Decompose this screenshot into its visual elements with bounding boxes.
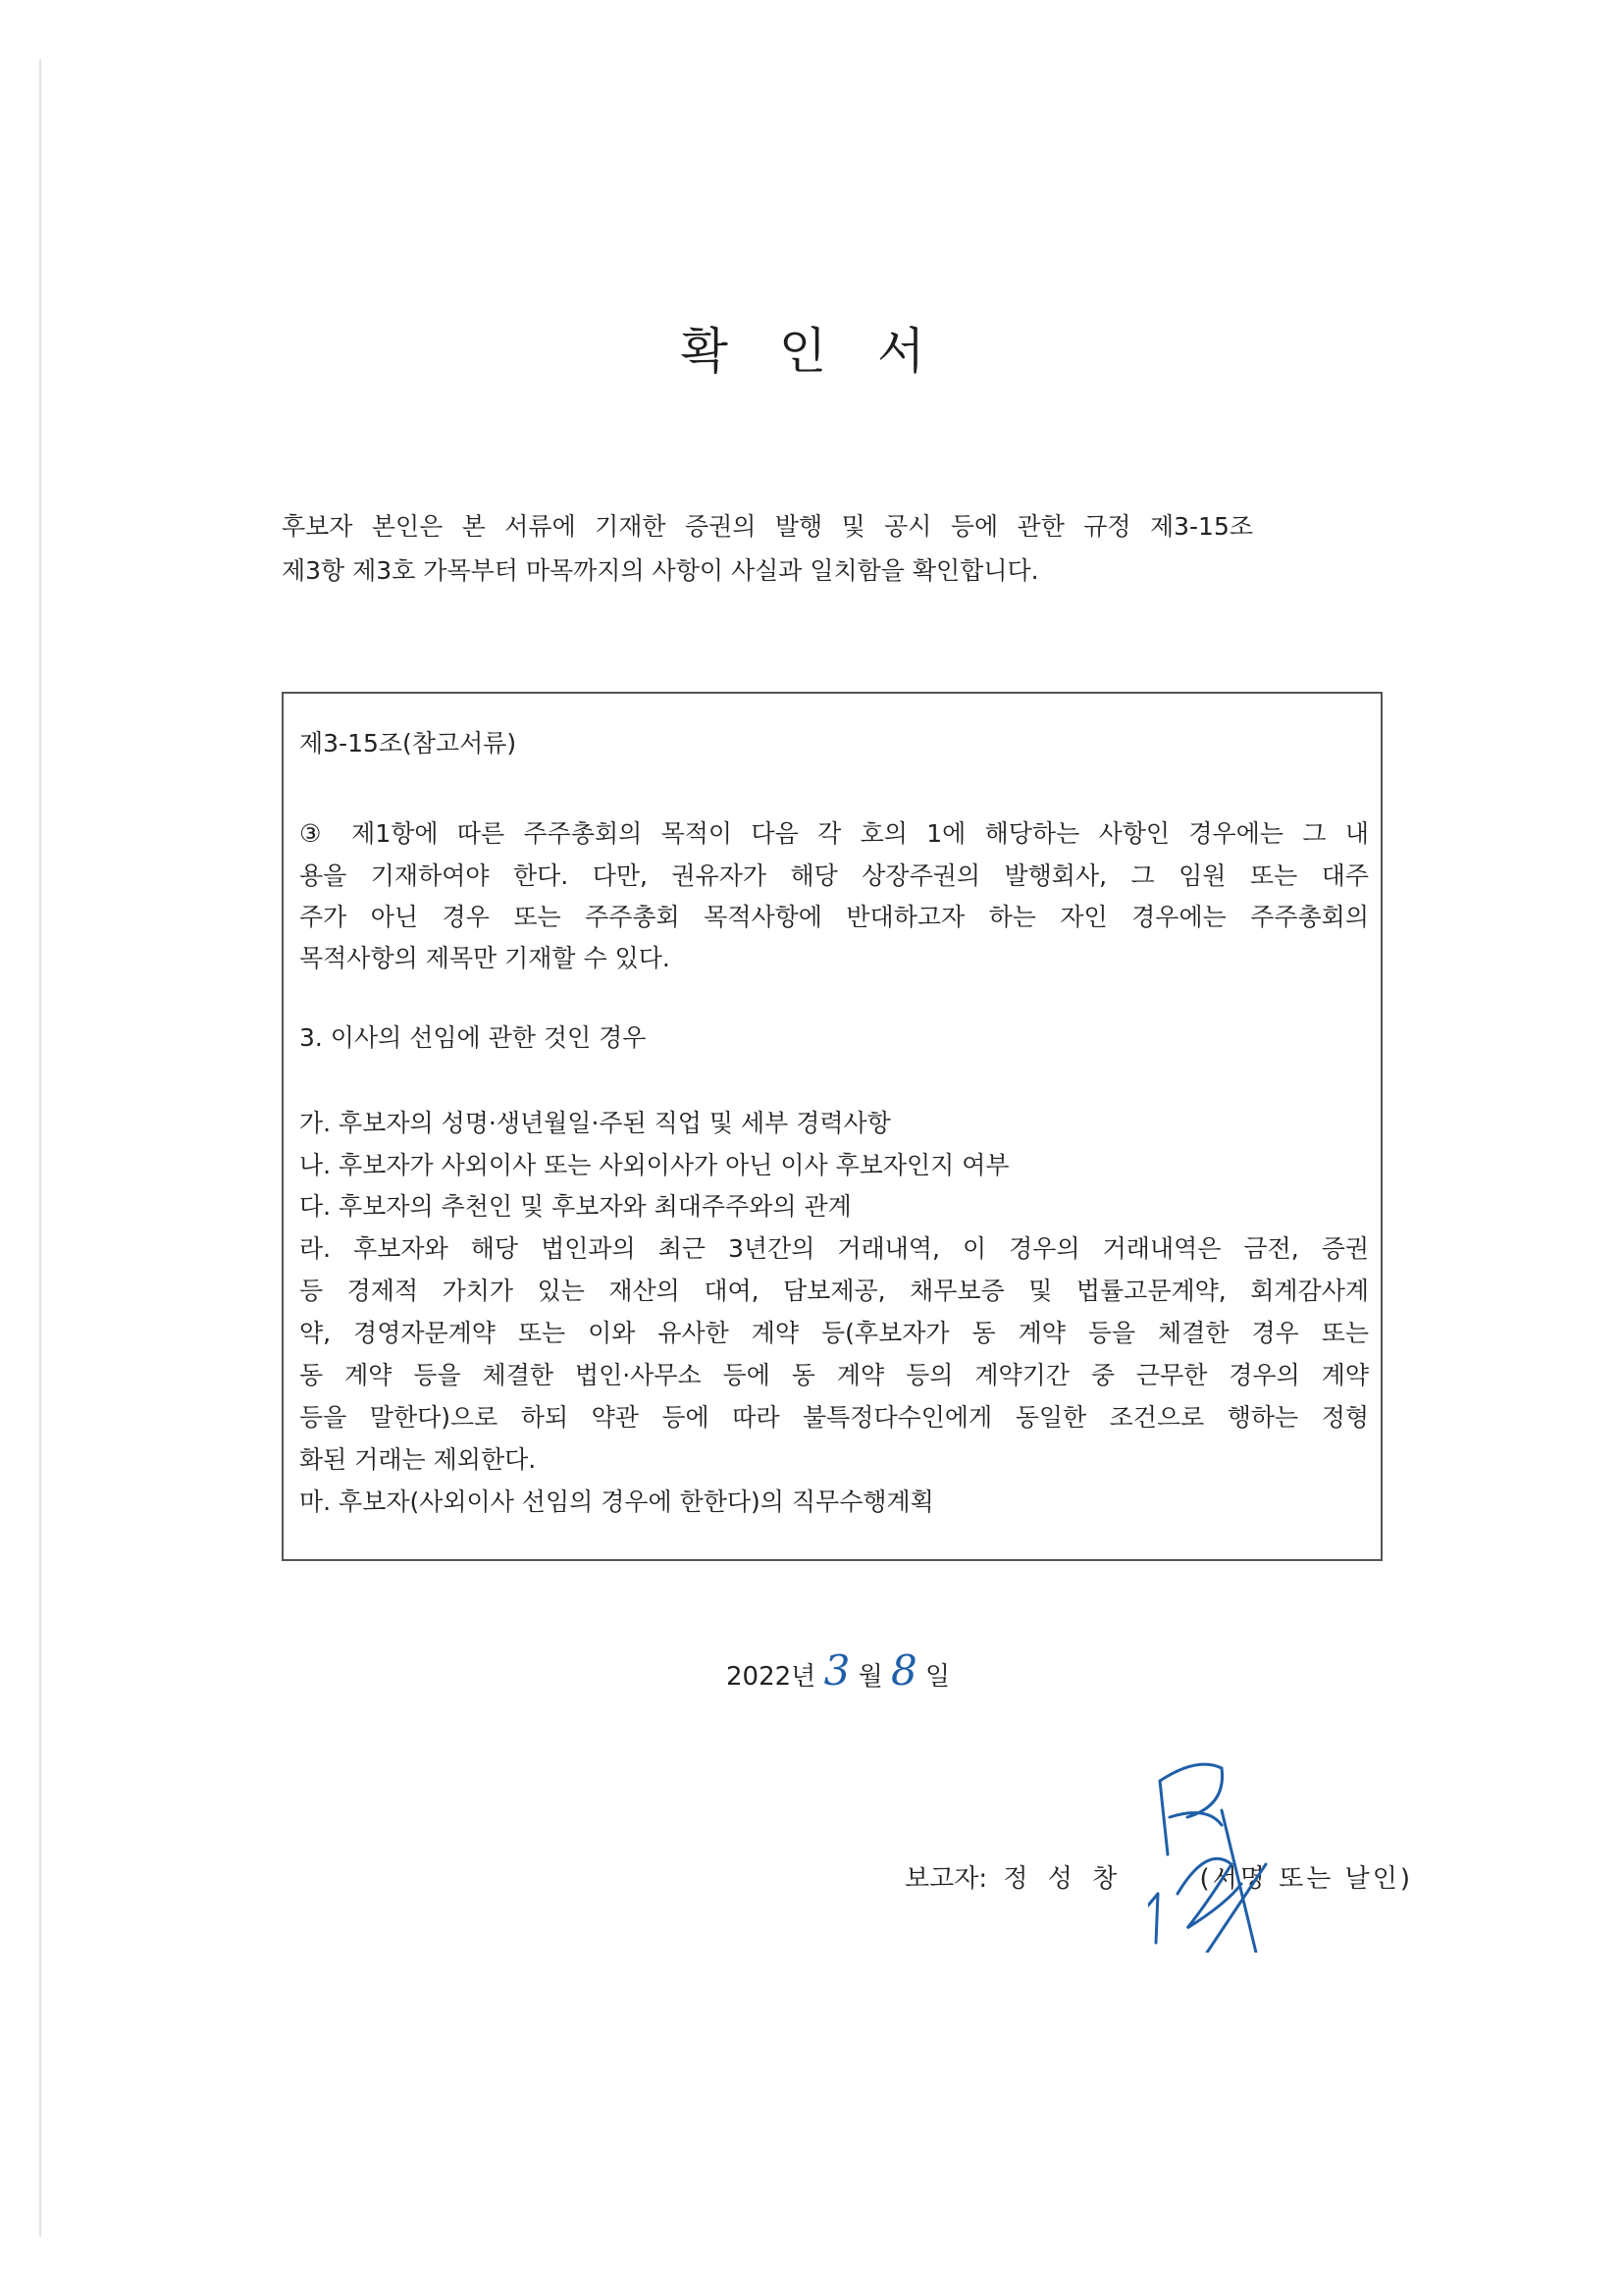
- box-sub-line: 등 경제적 가치가 있는 재산의 대여, 담보제공, 채무보증 및 법률고문계약, 회계감사계: [299, 1277, 1369, 1305]
- intro-line: 제3항 제3호 가목부터 마목까지의 사항이 사실과 일치함을 확인합니다.: [282, 556, 1039, 585]
- box-sub-line: 동 계약 등을 체결한 법인·사무소 등에 동 계약 등의 계약기간 중 근무한 경우의 계약: [299, 1361, 1369, 1389]
- intro-line: 후보자 본인은 본 서류에 기재한 증권의 발행 및 공시 등에 관한 규정 제3-15조: [282, 512, 1253, 541]
- date-year: 2022년: [726, 1662, 816, 1692]
- date: [726, 1646, 950, 1695]
- box-item-3: 3. 이사의 선임에 관한 것인 경우: [299, 1023, 647, 1052]
- reporter-name: 정 성 창: [1003, 1864, 1124, 1894]
- box-heading: 제3-15조(참고서류): [299, 729, 517, 757]
- box-sub-line: 약, 경영자문계약 또는 이와 유사한 계약 등(후보자가 동 계약 등을 체결한 경우 또는: [299, 1319, 1369, 1347]
- box-para-line: ③ 제1항에 따른 주주총회의 목적이 다음 각 호의 1에 해당하는 사항인 경우에는 그 내: [299, 819, 1369, 848]
- box-sub-line: 나. 후보자가 사외이사 또는 사외이사가 아닌 이사 후보자인지 여부: [299, 1151, 1010, 1179]
- box-sub-line: 등을 말한다)으로 하되 약관 등에 따라 불특정다수인에게 동일한 조건으로 행하는 정형: [299, 1403, 1369, 1432]
- box-para-line: 용을 기재하여야 한다. 다만, 권유자가 해당 상장주권의 발행회사, 그 임원 또는 대주: [299, 861, 1369, 890]
- box-para-line: 주가 아닌 경우 또는 주주총회 목적사항에 반대하고자 하는 자인 경우에는 주주총회의: [299, 903, 1369, 931]
- box-sub-line: 다. 후보자의 추천인 및 후보자와 최대주주와의 관계: [299, 1192, 852, 1221]
- date-month-handwritten: 3: [823, 1646, 851, 1695]
- document-title: 확 인 서: [680, 323, 943, 380]
- signature-icon: [1148, 1756, 1295, 1953]
- box-sub-line: 화된 거래는 제외한다.: [299, 1445, 537, 1474]
- date-day-handwritten: 8: [890, 1646, 917, 1695]
- sign-note: (서명 또는 날인): [1199, 1864, 1414, 1894]
- reporter-label: 보고자:: [905, 1864, 988, 1894]
- box-sub-line: 라. 후보자와 해당 법인과의 최근 3년간의 거래내역, 이 경우의 거래내역은 금전, 증권: [299, 1234, 1369, 1263]
- box-sub-line: 가. 후보자의 성명·생년월일·주된 직업 및 세부 경력사항: [299, 1109, 891, 1137]
- date-day-label: 일: [924, 1662, 951, 1692]
- scan-edge: [39, 59, 41, 2237]
- box-sub-line: 마. 후보자(사외이사 선임의 경우에 한한다)의 직무수행계획: [299, 1487, 934, 1516]
- box-para-line: 목적사항의 제목만 기재할 수 있다.: [299, 944, 670, 972]
- date-month-label: 월: [858, 1662, 883, 1692]
